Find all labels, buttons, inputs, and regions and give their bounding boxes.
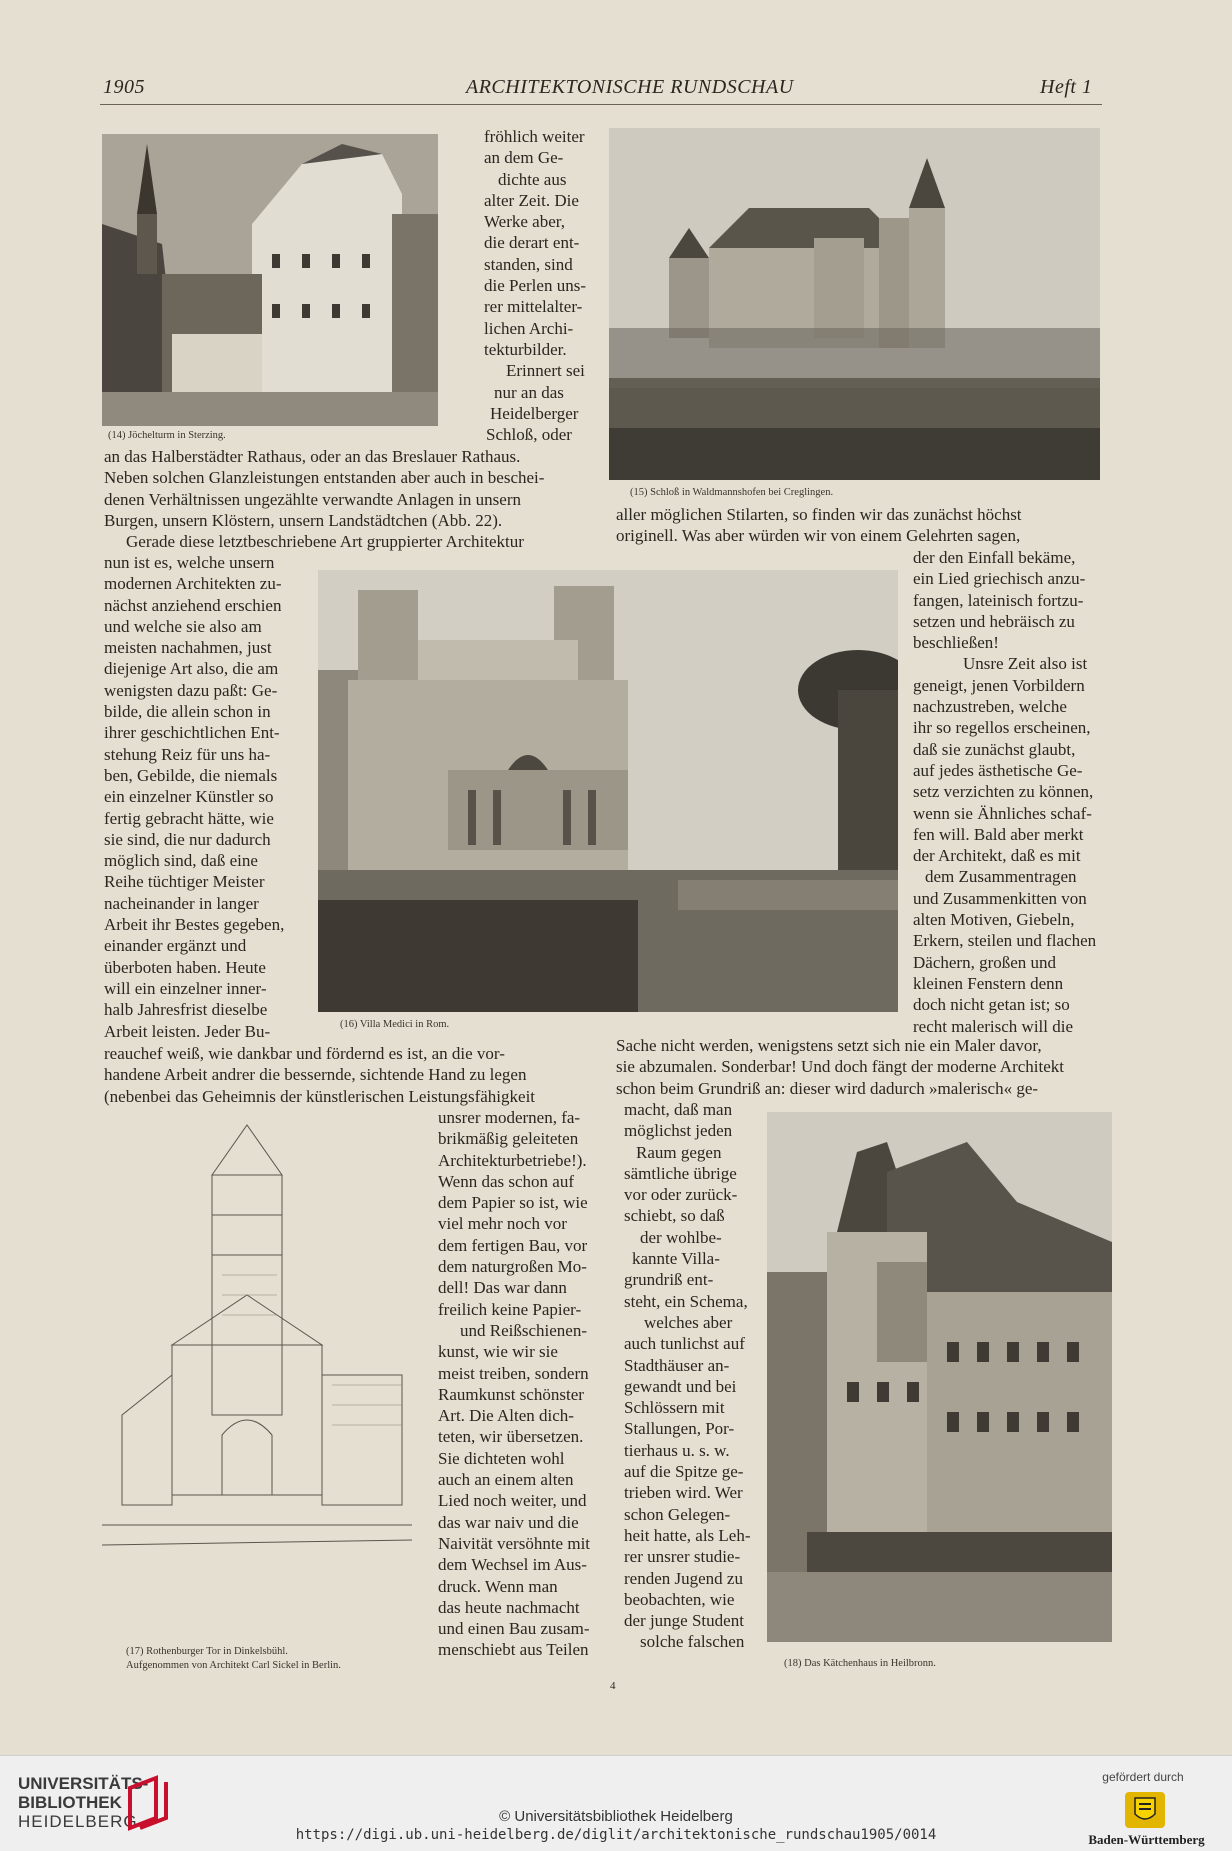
- text-line: kleinen Fenstern denn: [913, 973, 1064, 993]
- text-line: Sie dichteten wohl: [438, 1448, 565, 1468]
- page-number: 4: [610, 1680, 616, 1692]
- text-line: ihrer geschichtlichen Ent-: [104, 723, 280, 743]
- text-col-i: [624, 1099, 751, 1653]
- text-line: reauchef weiß, wie dankbar und fördernd es ist, an die vor-: [104, 1044, 505, 1063]
- text-line: stehung Reiz für uns ha-: [104, 744, 271, 764]
- text-line: auf die Spitze ge-: [624, 1462, 744, 1482]
- text-line: gewandt und bei: [624, 1376, 737, 1396]
- text-line: freilich keine Papier-: [438, 1299, 582, 1319]
- text-line: dem naturgroßen Mo-: [438, 1257, 587, 1277]
- text-line: dem Papier so ist, wie: [438, 1193, 588, 1213]
- text-line: sie abzumalen. Sonderbar! Und doch fängt der moderne Architekt: [616, 1057, 1064, 1077]
- text-line: rer unsrer studie-: [624, 1547, 741, 1567]
- sponsor-name: Baden-Württemberg: [1088, 1832, 1205, 1847]
- text-line: beschließen!: [913, 633, 999, 653]
- text-line: ein Lied griechisch anzu-: [913, 569, 1086, 589]
- text-line: kannte Villa-: [632, 1249, 720, 1269]
- text-line: lichen Archi-: [484, 318, 574, 338]
- library-city: HEIDELBERG: [18, 1812, 138, 1831]
- text-line: brikmäßig geleiteten: [438, 1129, 579, 1149]
- text-line: möglichst jeden: [624, 1121, 733, 1141]
- text-col-g: [913, 547, 1103, 1037]
- text-line: Erinnert sei: [506, 361, 585, 381]
- text-line: auch an einem alten: [438, 1470, 574, 1490]
- text-line: daß sie zunächst glaubt,: [913, 739, 1076, 759]
- text-line: nun ist es, welche unsern: [104, 553, 275, 572]
- figure-18-photo: [767, 1112, 1112, 1642]
- text-line: die Perlen uns-: [484, 276, 586, 296]
- text-line: schon Gelegen-: [624, 1504, 731, 1524]
- text-line: steht, ein Schema,: [624, 1291, 748, 1311]
- text-line: ein einzelner Künstler so: [104, 787, 274, 807]
- text-line: Erkern, steilen und flachen: [913, 931, 1097, 951]
- text-line: Werke aber,: [484, 212, 566, 232]
- text-line: meist treiben, sondern: [438, 1363, 589, 1383]
- text-line: dichte aus: [498, 169, 567, 189]
- text-line: Dächern, großen und: [913, 952, 1057, 972]
- text-line: Unsre Zeit also ist: [963, 654, 1088, 674]
- permalink-url[interactable]: https://digi.ub.uni-heidelberg.de/diglit/architektonische_rundschau1905/0014: [295, 1827, 937, 1843]
- text-line: halb Jahresfrist dieselbe: [104, 1000, 268, 1020]
- text-line: schiebt, so daß: [624, 1206, 725, 1226]
- figure-14-caption: (14) Jöchelturm in Sterzing.: [108, 430, 226, 441]
- text-line: wenn sie Ähnliches schaf-: [913, 803, 1092, 823]
- text-line: an das Halberstädter Rathaus, oder an das Breslauer Rathaus.: [104, 447, 521, 466]
- text-line: aller möglichen Stilarten, so finden wir das zunächst höchst: [616, 505, 1022, 524]
- header-title: ARCHITEKTONISCHE RUNDSCHAU: [466, 76, 794, 98]
- text-line: auf jedes ästhetische Ge-: [913, 760, 1083, 780]
- header-year: 1905: [103, 76, 145, 98]
- text-line: setz verzichten zu können,: [913, 782, 1094, 802]
- figure-16-photo: [318, 570, 898, 1012]
- text-line: und welche sie also am: [104, 616, 262, 636]
- text-line: nachzustreben, welche: [913, 697, 1067, 717]
- text-line: an dem Ge-: [484, 148, 564, 168]
- text-line: überboten haben. Heute: [104, 957, 266, 977]
- text-line: trieben wird. Wer: [624, 1483, 743, 1503]
- text-line: geneigt, jenen Vorbildern: [913, 675, 1085, 695]
- text-line: sämtliche übrige: [624, 1163, 737, 1183]
- text-line: (nebenbei das Geheimnis der künstlerischen Leistungsfähigkeit: [104, 1086, 536, 1106]
- text-line: fangen, lateinisch fortzu-: [913, 590, 1084, 610]
- text-line: menschiebt aus Teilen: [438, 1640, 589, 1660]
- text-line: einander ergänzt und: [104, 936, 247, 956]
- text-line: nur an das: [494, 382, 564, 402]
- figure-17-credit: Aufgenommen von Architekt Carl Sickel in Berlin.: [126, 1660, 341, 1671]
- state-crest-icon: [1125, 1792, 1165, 1828]
- text-line: die derart ent-: [484, 233, 580, 253]
- text-line: dell! Das war dann: [438, 1278, 567, 1298]
- text-line: tekturbilder.: [484, 339, 567, 359]
- text-line: doch nicht getan ist; so: [913, 995, 1070, 1015]
- text-line: der den Einfall bekäme,: [913, 548, 1076, 567]
- text-line: Schloß, oder: [486, 425, 572, 445]
- text-line: diejenige Art also, die am: [104, 659, 279, 679]
- text-line: fen will. Bald aber merkt: [913, 824, 1084, 844]
- text-line: meisten nachahmen, just: [104, 638, 272, 658]
- figure-17-caption: (17) Rothenburger Tor in Dinkelsbühl.: [126, 1646, 288, 1657]
- text-line: viel mehr noch vor: [438, 1214, 567, 1234]
- text-line: dem Wechsel im Aus-: [438, 1555, 587, 1575]
- text-line: vor oder zurück-: [624, 1185, 738, 1205]
- text-line: das war naiv und die: [438, 1512, 579, 1532]
- header-issue: Heft 1: [1040, 76, 1093, 98]
- text-line: solche falschen: [640, 1632, 745, 1652]
- text-line: macht, daß man: [624, 1100, 733, 1119]
- text-line: der junge Student: [624, 1611, 744, 1631]
- text-line: sie sind, die nur dadurch: [104, 829, 271, 849]
- text-line: dem fertigen Bau, vor: [438, 1235, 588, 1255]
- text-line: möglich sind, daß eine: [104, 851, 258, 871]
- text-line: Gerade diese letztbeschriebene Art gruppierter Architektur: [126, 532, 524, 552]
- text-line: denen Verhältnissen ungezählte verwandte Anlagen in unsern: [104, 489, 521, 509]
- text-line: will ein einzelner inner-: [104, 978, 267, 998]
- text-line: teten, wir übersetzen.: [438, 1427, 584, 1447]
- text-line: rer mittelalter-: [484, 297, 583, 317]
- text-line: Burgen, unsern Klöstern, unsern Landstädtchen (Abb. 22).: [104, 510, 503, 530]
- text-line: grundriß ent-: [624, 1270, 714, 1290]
- text-col-h: [616, 1035, 1102, 1099]
- text-line: Arbeit ihr Bestes gegeben,: [104, 915, 285, 935]
- text-line: recht malerisch will die: [913, 1016, 1074, 1036]
- text-line: Reihe tüchtiger Meister: [104, 872, 265, 892]
- text-line: modernen Architekten zu-: [104, 574, 282, 594]
- text-line: das heute nachmacht: [438, 1597, 580, 1617]
- text-line: druck. Wenn man: [438, 1576, 558, 1596]
- text-line: auch tunlichst auf: [624, 1334, 745, 1354]
- text-line: und einen Bau zusam-: [438, 1619, 590, 1639]
- figure-15-caption: (15) Schloß in Waldmannshofen bei Creglingen.: [630, 487, 834, 498]
- text-col-a: [484, 126, 606, 445]
- header-rule: [100, 104, 1102, 105]
- figure-16-caption: (16) Villa Medici in Rom.: [340, 1019, 450, 1030]
- text-line: alten Motiven, Giebeln,: [913, 910, 1075, 930]
- text-line: Wenn das schon auf: [438, 1171, 575, 1191]
- text-line: und Reißschienen-: [460, 1320, 587, 1340]
- text-col-b: [104, 446, 608, 552]
- text-line: unsrer modernen, fa-: [438, 1108, 581, 1127]
- text-line: standen, sind: [484, 254, 573, 274]
- text-line: Stallungen, Por-: [624, 1419, 735, 1439]
- figure-18-caption: (18) Das Kätchenhaus in Heilbronn.: [784, 1658, 936, 1669]
- text-line: heit hatte, als Leh-: [624, 1525, 751, 1545]
- text-line: ihr so regellos erscheinen,: [913, 718, 1091, 738]
- text-line: nacheinander in langer: [104, 893, 259, 913]
- text-line: schon beim Grundriß an: dieser wird dadurch »malerisch« ge-: [616, 1078, 1039, 1098]
- text-line: ben, Gebilde, die niemals: [104, 765, 278, 785]
- text-line: welches aber: [644, 1312, 733, 1332]
- text-line: setzen und hebräisch zu: [913, 611, 1075, 631]
- text-line: kunst, wie wir sie: [438, 1342, 558, 1362]
- text-line: alter Zeit. Die: [484, 190, 579, 210]
- figure-14-photo: [102, 134, 438, 426]
- text-line: nächst anziehend erschien: [104, 595, 282, 615]
- text-line: wenigsten dazu paßt: Ge-: [104, 680, 278, 700]
- text-line: Neben solchen Glanzleistungen entstanden aber auch in beschei-: [104, 468, 545, 488]
- text-line: bilde, die allein schon in: [104, 702, 271, 722]
- text-col-f: [616, 504, 1102, 547]
- library-name-line1: UNIVERSITÄTS-: [18, 1774, 149, 1793]
- text-line: Raum gegen: [636, 1142, 722, 1162]
- text-line: originell. Was aber würden wir von einem Gelehrten sagen,: [616, 526, 1021, 546]
- text-line: beobachten, wie: [624, 1589, 735, 1609]
- text-line: fertig gebracht hätte, wie: [104, 808, 274, 828]
- text-line: Schlössern mit: [624, 1398, 725, 1418]
- library-name-line2: BIBLIOTHEK: [18, 1793, 122, 1812]
- text-line: Lied noch weiter, und: [438, 1491, 587, 1511]
- text-col-c: [104, 552, 300, 1042]
- text-line: fröhlich weiter: [484, 127, 585, 146]
- text-line: dem Zusammentragen: [925, 867, 1077, 887]
- figure-17-drawing: [102, 1115, 412, 1635]
- text-line: Naivität versöhnte mit: [438, 1533, 591, 1553]
- copyright-text: © Universitätsbibliothek Heidelberg: [499, 1808, 733, 1825]
- viewer-footer: [0, 1755, 1232, 1851]
- text-line: Heidelberger: [490, 403, 579, 423]
- text-line: Art. Die Alten dich-: [438, 1406, 574, 1426]
- text-line: Stadthäuser an-: [624, 1355, 730, 1375]
- text-line: tierhaus u. s. w.: [624, 1440, 730, 1460]
- text-line: der Architekt, daß es mit: [913, 846, 1081, 866]
- text-line: renden Jugend zu: [624, 1568, 743, 1588]
- text-line: Sache nicht werden, wenigstens setzt sich nie ein Maler davor,: [616, 1036, 1042, 1055]
- text-col-d: [104, 1043, 594, 1107]
- sponsor-label: gefördert durch: [1102, 1770, 1184, 1784]
- text-line: Raumkunst schönster: [438, 1384, 584, 1404]
- text-line: handene Arbeit andrer die bessernde, sichtende Hand zu legen: [104, 1065, 527, 1085]
- text-col-e: [438, 1107, 604, 1661]
- text-line: der wohlbe-: [640, 1227, 722, 1247]
- text-line: und Zusammenkitten von: [913, 888, 1087, 908]
- text-line: Architekturbetriebe!).: [438, 1150, 587, 1170]
- text-line: Arbeit leisten. Jeder Bu-: [104, 1021, 271, 1041]
- figure-15-photo: [609, 128, 1100, 480]
